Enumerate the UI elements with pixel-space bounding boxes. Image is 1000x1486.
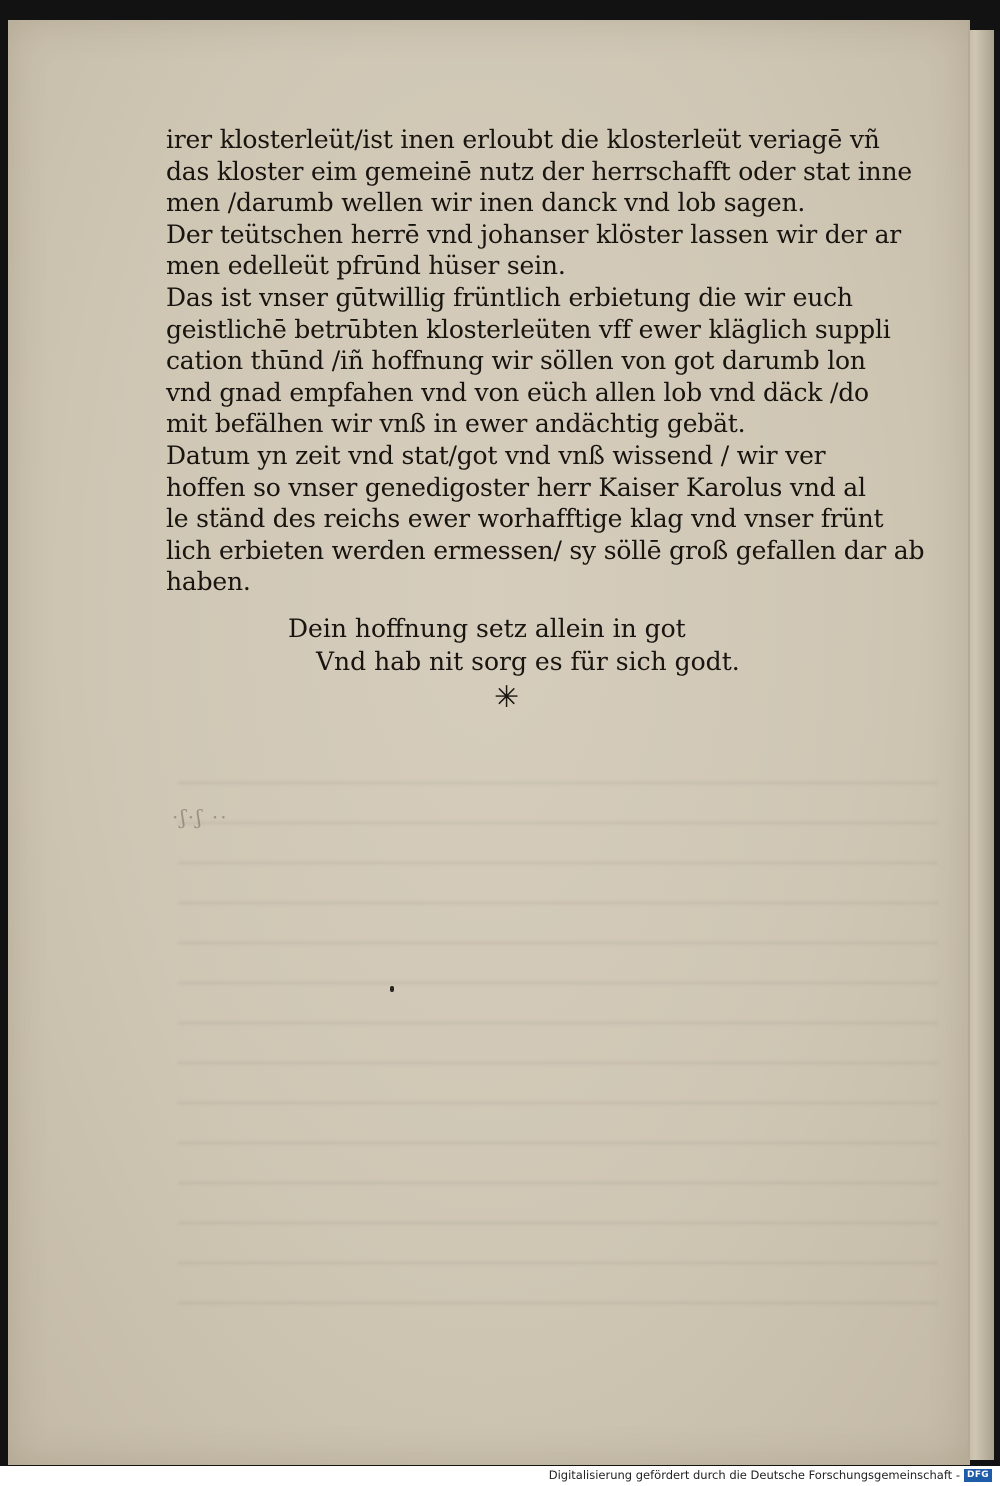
dfg-logo: DFG: [964, 1469, 992, 1482]
text-line: men edelleüt pfrūnd hüser sein.: [166, 251, 566, 281]
motto-line-2: Vnd hab nit sorg es für sich godt.: [316, 647, 740, 676]
body-text: [166, 124, 925, 598]
closing-motto: [288, 612, 788, 678]
text-line: vnd gnad empfahen vnd von eüch allen lob vnd däck /do: [166, 377, 869, 407]
digitization-footer: [0, 1466, 1000, 1486]
text-line: Der teütschen herrē vnd johanser klöster lassen wir der ar: [166, 219, 902, 249]
motto-line-1: Dein hoffnung setz allein in got: [288, 614, 686, 643]
text-line: cation thūnd /iñ hoffnung wir söllen von got darumb lon: [166, 346, 866, 376]
star-ornament-icon: ✳: [494, 680, 520, 715]
text-line: das kloster eim gemeinē nutz der herrschafft oder stat inne: [166, 156, 912, 186]
ink-speck: [390, 986, 394, 992]
text-line: Datum yn zeit vnd stat/got vnd vnß wissend / wir ver: [166, 440, 826, 470]
text-line: Das ist vnser gūtwillig früntlich erbietung die wir euch: [166, 282, 853, 312]
faint-stamp-mark: ·ʃ·ʃ ··: [172, 805, 229, 829]
text-line: mit befälhen wir vnß in ewer andächtig gebät.: [166, 409, 746, 439]
show-through-texture: [178, 780, 938, 1340]
funding-credit: Digitalisierung gefördert durch die Deutsche Forschungsgemeinschaft -: [548, 1468, 960, 1482]
text-line: irer klosterleüt/ist inen erloubt die klosterleüt veriagē vñ: [166, 125, 880, 154]
text-line: le ständ des reichs ewer worhafftige klag vnd vnser frünt: [166, 504, 884, 534]
text-line: lich erbieten werden ermessen/ sy söllē groß gefallen dar ab: [166, 535, 925, 565]
text-line: haben.: [166, 567, 251, 597]
text-line: hoffen so vnser genedigoster herr Kaiser Karolus vnd al: [166, 472, 866, 502]
text-line: men /darumb wellen wir inen danck vnd lob sagen.: [166, 188, 806, 218]
text-line: geistlichē betrūbten klosterleüten vff ewer kläglich suppli: [166, 314, 891, 344]
